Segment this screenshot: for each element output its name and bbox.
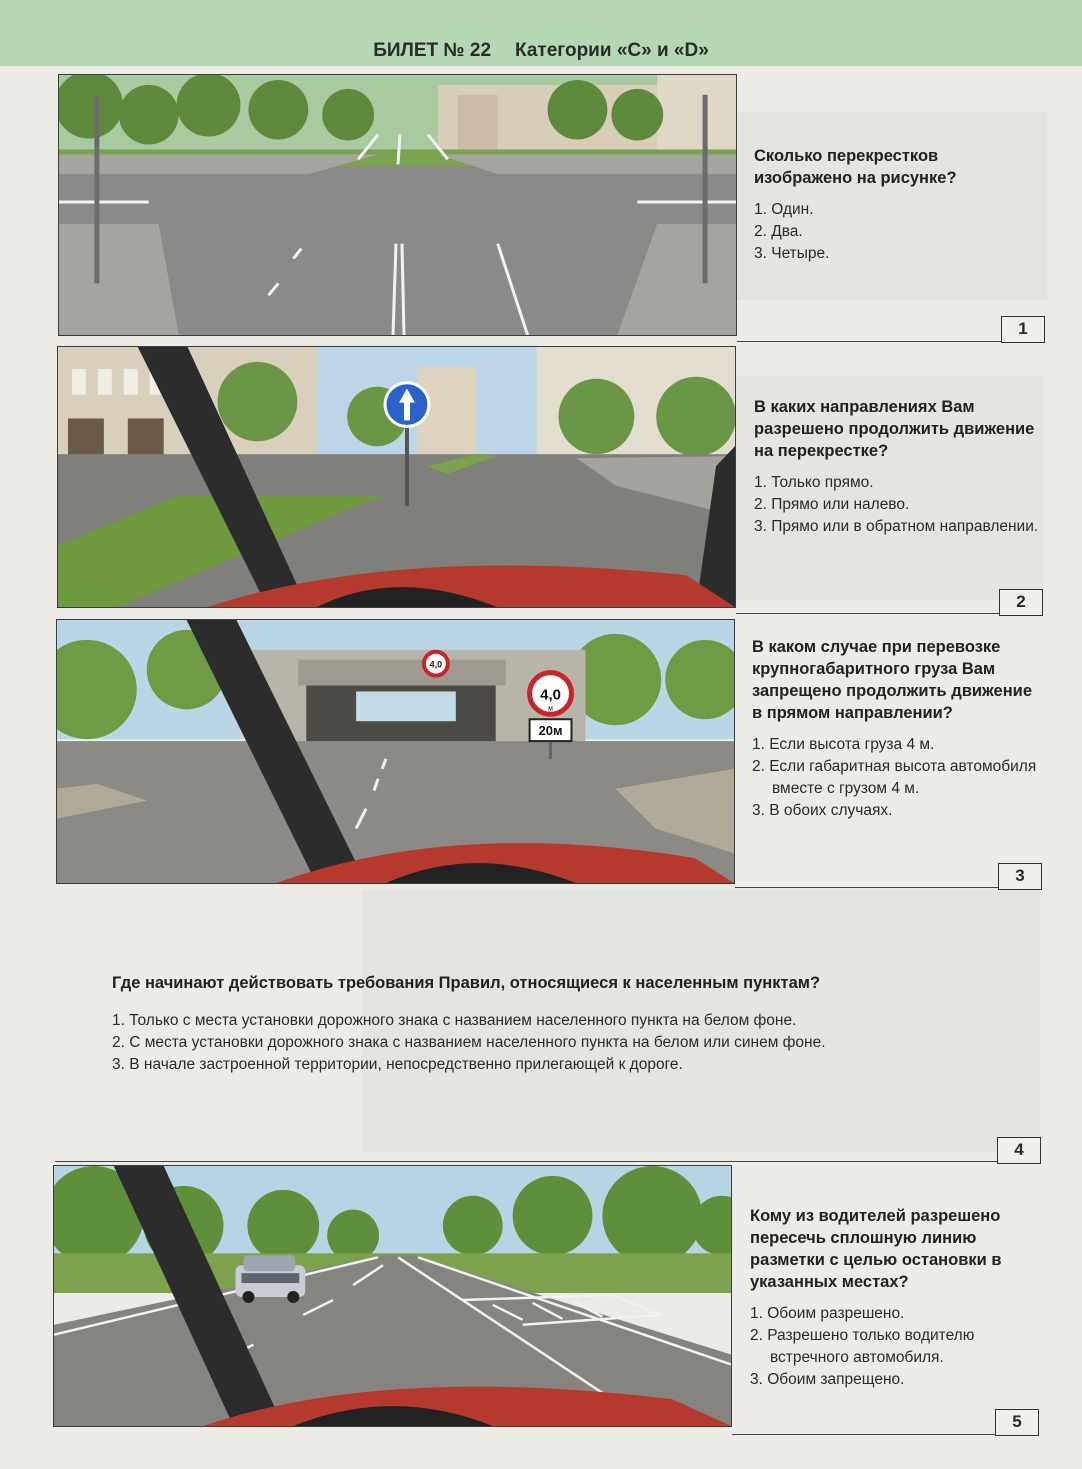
question-5-number: 5 xyxy=(995,1409,1039,1436)
answer-option[interactable]: 3. Обоим запрещено. xyxy=(750,1371,905,1388)
question-1-number: 1 xyxy=(1001,316,1045,343)
answer-option[interactable]: 2. Разрешено только водителю встречного автомобиля. xyxy=(750,1327,975,1366)
answer-option[interactable]: 3. Четыре. xyxy=(754,245,830,262)
question-3-number: 3 xyxy=(998,863,1042,890)
question-3 xyxy=(752,636,1042,822)
question-1-title: Сколько перекрестков изображено на рисунке? xyxy=(754,147,957,187)
question-3-answers xyxy=(752,734,1042,822)
question-4-answers xyxy=(112,1010,1012,1076)
answer-option[interactable]: 3. В обоих случаях. xyxy=(752,802,893,819)
question-5-answers xyxy=(750,1303,1045,1391)
question-1-rule xyxy=(737,341,1005,342)
answer-option[interactable]: 1. Только с места установки дорожного знака с названием населенного пункта на белом фоне. xyxy=(112,1012,797,1029)
small-height-sign-text: 4,0 xyxy=(429,659,443,670)
answer-option[interactable]: 1. Обоим разрешено. xyxy=(750,1305,905,1322)
answer-option[interactable]: 2. С места установки дорожного знака с названием населенного пункта на белом или синем фоне. xyxy=(112,1034,826,1051)
question-1-answers xyxy=(754,199,1039,265)
question-3-rule xyxy=(735,887,1001,888)
question-5-rule xyxy=(732,1434,997,1435)
answer-option[interactable]: 1. Только прямо. xyxy=(754,474,874,491)
question-2-number: 2 xyxy=(999,589,1043,616)
question-5 xyxy=(750,1205,1045,1391)
category-title: Категории «C» и «D» xyxy=(515,40,709,61)
height-limit-unit: м xyxy=(548,705,553,713)
question-2-title: В каких направлениях Вам разрешено продолжить движение на перекрестке? xyxy=(754,398,1035,460)
answer-option[interactable]: 3. В начале застроенной территории, непосредственно прилегающей к дороге. xyxy=(112,1056,683,1073)
answer-option[interactable]: 1. Один. xyxy=(754,201,814,218)
question-2-rule xyxy=(736,613,1002,614)
answer-option[interactable]: 3. Прямо или в обратном направлении. xyxy=(754,518,1039,535)
question-5-title: Кому из водителей разрешено пересечь сплошную линию разметки с целью остановки в указанных местах? xyxy=(750,1207,1002,1291)
height-limit-sign-text: 4,0 xyxy=(540,686,561,704)
answer-option[interactable]: 2. Прямо или налево. xyxy=(754,496,910,513)
answer-option[interactable]: 2. Два. xyxy=(754,223,803,240)
answer-option[interactable]: 2. Если габаритная высота автомобиля вместе с грузом 4 м. xyxy=(752,758,1037,797)
question-1 xyxy=(754,145,1039,265)
question-2 xyxy=(754,396,1039,538)
ticket-title: БИЛЕТ № 22 xyxy=(373,40,492,61)
question-3-image xyxy=(56,619,735,884)
distance-plate-text: 20м xyxy=(538,723,563,739)
question-4-number: 4 xyxy=(997,1137,1041,1164)
question-2-image xyxy=(57,346,736,608)
question-3-title: В каком случае при перевозке крупногабаритного груза Вам запрещено продолжить движение в прямом направлении? xyxy=(752,638,1032,722)
question-4-title: Где начинают действовать требования Правил, относящиеся к населенным пунктам? xyxy=(112,974,821,992)
question-4 xyxy=(112,972,1012,1076)
question-4-rule xyxy=(55,1161,1000,1162)
answer-option[interactable]: 1. Если высота груза 4 м. xyxy=(752,736,935,753)
page-header xyxy=(0,40,1082,62)
question-1-image xyxy=(58,74,737,336)
question-2-answers xyxy=(754,472,1039,538)
question-5-image xyxy=(53,1165,732,1427)
